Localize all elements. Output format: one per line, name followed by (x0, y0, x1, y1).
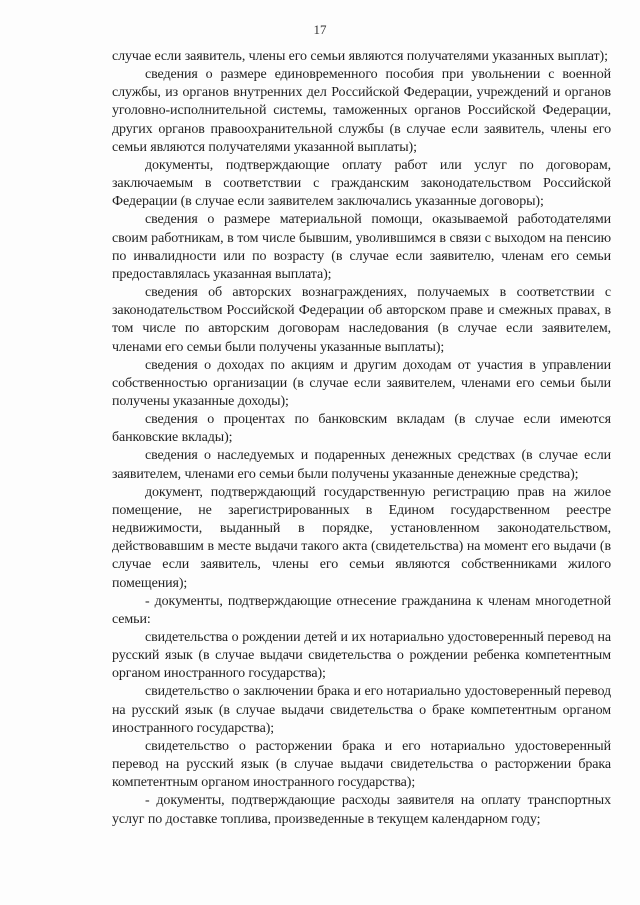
paragraph: свидетельство о расторжении брака и его нотариально удостоверенный перевод на русский язык (в случае выдачи свидетельства о расторжении брака компетентным органом иностранного государства); (112, 738, 611, 791)
list-heading-paragraph: - документы, подтверждающие отнесение гражданина к членам многодетной семьи: (112, 593, 611, 627)
paragraph: свидетельства о рождении детей и их нотариально удостоверенный перевод на русский язык (в случае выдачи свидетельства о рождении ребенка компетентным органом иностранного государства); (112, 630, 611, 682)
paragraph: сведения о доходах по акциям и другим доходам от участия в управлении собственностью организации (в случае если заявителем, членами его семьи были получены указанные доходы); (112, 357, 611, 409)
paragraph: сведения о размере единовременного пособия при увольнении с военной службы, из органов внутренних дел Российской Федерации, учреждений и органов уголовно-исполнительной системы, таможенных органов Российской Федерации, других органов правоохранительной службы (в случае если заявитель, члены его семьи являются получателями указанной выплаты); (112, 67, 611, 155)
body-text (112, 48, 611, 829)
paragraph: сведения о размере материальной помощи, оказываемой работодателями своим работникам, в том числе бывшим, уволившимся в связи с выходом на пенсию по инвалидности или по возрасту (в случае если заявителю, членам его семьи предоставлялась указанная выплата); (112, 212, 611, 282)
page-number: 17 (313, 22, 327, 37)
paragraph: сведения об авторских вознаграждениях, получаемых в соответствии с законодательством Российской Федерации об авторском праве и смежных правах, в том числе по авторским договорам наследования (в случае если заявителем, членами его семьи были получены указанные выплаты); (112, 285, 611, 355)
list-heading-paragraph: - документы, подтверждающие расходы заявителя на оплату транспортных услуг по доставке топлива, произведенные в текущем календарном году; (112, 793, 611, 827)
paragraph: свидетельство о заключении брака и его нотариально удостоверенный перевод на русский язык (в случае выдачи свидетельства о браке компетентным органом иностранного государства); (112, 684, 611, 736)
paragraph: документы, подтверждающие оплату работ или услуг по договорам, заключаемым в соответствии с гражданским законодательством Российской Федерации (в случае если заявителем заключались указанные договоры); (112, 157, 611, 210)
paragraph: сведения о процентах по банковским вкладам (в случае если имеются банковские вклады); (112, 412, 611, 446)
paragraph: случае если заявитель, члены его семьи являются получателями указанных выплат); (112, 49, 608, 64)
paragraph: сведения о наследуемых и подаренных денежных средствах (в случае если заявителем, членами его семьи были получены указанные денежные средства); (112, 448, 611, 482)
paragraph: документ, подтверждающий государственную регистрацию прав на жилое помещение, не зарегистрированных в Едином государственном реестре недвижимости, выданный в порядке, установленном законодательством, действовавшим в месте выдачи такого акта (свидетельства) на момент его выдачи (в случае если заявитель, члены его семьи являются собственниками жилого помещения); (112, 484, 611, 591)
